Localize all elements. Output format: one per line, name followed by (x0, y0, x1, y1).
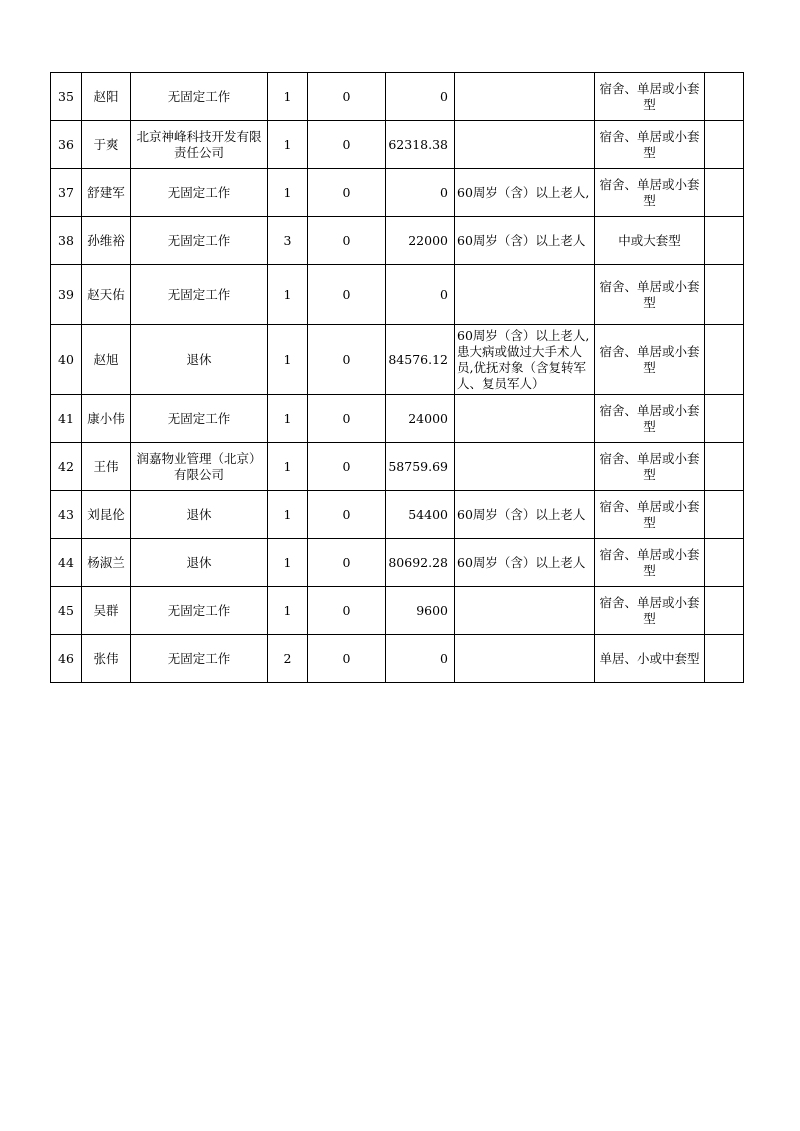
row-number-cell: 44 (51, 539, 82, 587)
work-unit-cell: 退休 (131, 325, 268, 395)
housing-area-cell: 0 (308, 443, 386, 491)
housing-area-cell: 0 (308, 121, 386, 169)
row-number-cell: 46 (51, 635, 82, 683)
family-size-cell: 1 (268, 121, 308, 169)
applicant-table (50, 72, 744, 683)
work-unit-cell: 北京神峰科技开发有限责任公司 (131, 121, 268, 169)
remark-cell (705, 635, 744, 683)
work-unit-cell: 无固定工作 (131, 395, 268, 443)
work-unit-cell: 无固定工作 (131, 587, 268, 635)
housing-type-cell: 单居、小或中套型 (595, 635, 705, 683)
housing-type-cell: 宿舍、单居或小套型 (595, 265, 705, 325)
name-cell: 杨淑兰 (82, 539, 131, 587)
housing-area-cell: 0 (308, 73, 386, 121)
priority-note-cell (455, 443, 595, 491)
work-unit-cell: 退休 (131, 491, 268, 539)
name-cell: 赵天佑 (82, 265, 131, 325)
family-size-cell: 1 (268, 265, 308, 325)
table-row (51, 121, 744, 169)
family-size-cell: 1 (268, 491, 308, 539)
work-unit-cell: 润嘉物业管理（北京）有限公司 (131, 443, 268, 491)
row-number-cell: 35 (51, 73, 82, 121)
family-size-cell: 3 (268, 217, 308, 265)
priority-note-cell: 60周岁（含）以上老人 (455, 491, 595, 539)
priority-note-cell: 60周岁（含）以上老人 (455, 217, 595, 265)
remark-cell (705, 73, 744, 121)
housing-area-cell: 0 (308, 169, 386, 217)
table-body (51, 73, 744, 683)
housing-area-cell: 0 (308, 265, 386, 325)
housing-type-cell: 宿舍、单居或小套型 (595, 325, 705, 395)
housing-type-cell: 宿舍、单居或小套型 (595, 395, 705, 443)
row-number-cell: 42 (51, 443, 82, 491)
row-number-cell: 38 (51, 217, 82, 265)
name-cell: 舒建军 (82, 169, 131, 217)
remark-cell (705, 265, 744, 325)
income-cell: 58759.69 (386, 443, 455, 491)
row-number-cell: 43 (51, 491, 82, 539)
housing-area-cell: 0 (308, 539, 386, 587)
remark-cell (705, 491, 744, 539)
table-row (51, 587, 744, 635)
row-number-cell: 36 (51, 121, 82, 169)
work-unit-cell: 退休 (131, 539, 268, 587)
name-cell: 赵旭 (82, 325, 131, 395)
income-cell: 24000 (386, 395, 455, 443)
remark-cell (705, 395, 744, 443)
name-cell: 于爽 (82, 121, 131, 169)
row-number-cell: 40 (51, 325, 82, 395)
housing-type-cell: 宿舍、单居或小套型 (595, 121, 705, 169)
remark-cell (705, 217, 744, 265)
family-size-cell: 1 (268, 539, 308, 587)
housing-type-cell: 中或大套型 (595, 217, 705, 265)
name-cell: 康小伟 (82, 395, 131, 443)
name-cell: 张伟 (82, 635, 131, 683)
income-cell: 0 (386, 169, 455, 217)
housing-area-cell: 0 (308, 395, 386, 443)
remark-cell (705, 587, 744, 635)
row-number-cell: 39 (51, 265, 82, 325)
work-unit-cell: 无固定工作 (131, 265, 268, 325)
housing-type-cell: 宿舍、单居或小套型 (595, 539, 705, 587)
income-cell: 9600 (386, 587, 455, 635)
remark-cell (705, 443, 744, 491)
table-row (51, 169, 744, 217)
work-unit-cell: 无固定工作 (131, 169, 268, 217)
income-cell: 84576.12 (386, 325, 455, 395)
remark-cell (705, 539, 744, 587)
work-unit-cell: 无固定工作 (131, 73, 268, 121)
housing-area-cell: 0 (308, 635, 386, 683)
table-row (51, 539, 744, 587)
housing-type-cell: 宿舍、单居或小套型 (595, 491, 705, 539)
family-size-cell: 1 (268, 169, 308, 217)
priority-note-cell (455, 121, 595, 169)
table-row (51, 443, 744, 491)
priority-note-cell (455, 265, 595, 325)
table-row (51, 217, 744, 265)
name-cell: 刘昆伦 (82, 491, 131, 539)
table-row (51, 265, 744, 325)
family-size-cell: 2 (268, 635, 308, 683)
name-cell: 孙维裕 (82, 217, 131, 265)
family-size-cell: 1 (268, 443, 308, 491)
housing-type-cell: 宿舍、单居或小套型 (595, 443, 705, 491)
housing-area-cell: 0 (308, 491, 386, 539)
remark-cell (705, 169, 744, 217)
priority-note-cell (455, 587, 595, 635)
table-row (51, 491, 744, 539)
housing-type-cell: 宿舍、单居或小套型 (595, 587, 705, 635)
priority-note-cell (455, 73, 595, 121)
priority-note-cell: 60周岁（含）以上老人, (455, 169, 595, 217)
family-size-cell: 1 (268, 325, 308, 395)
family-size-cell: 1 (268, 73, 308, 121)
housing-type-cell: 宿舍、单居或小套型 (595, 169, 705, 217)
table-row (51, 395, 744, 443)
row-number-cell: 41 (51, 395, 82, 443)
row-number-cell: 37 (51, 169, 82, 217)
income-cell: 22000 (386, 217, 455, 265)
remark-cell (705, 325, 744, 395)
family-size-cell: 1 (268, 395, 308, 443)
income-cell: 0 (386, 635, 455, 683)
name-cell: 王伟 (82, 443, 131, 491)
income-cell: 80692.28 (386, 539, 455, 587)
housing-type-cell: 宿舍、单居或小套型 (595, 73, 705, 121)
name-cell: 吴群 (82, 587, 131, 635)
table-row (51, 325, 744, 395)
work-unit-cell: 无固定工作 (131, 217, 268, 265)
table-row (51, 635, 744, 683)
housing-area-cell: 0 (308, 217, 386, 265)
income-cell: 62318.38 (386, 121, 455, 169)
work-unit-cell: 无固定工作 (131, 635, 268, 683)
family-size-cell: 1 (268, 587, 308, 635)
income-cell: 54400 (386, 491, 455, 539)
row-number-cell: 45 (51, 587, 82, 635)
table-row (51, 73, 744, 121)
priority-note-cell: 60周岁（含）以上老人,患大病或做过大手术人员,优抚对象（含复转军人、复员军人） (455, 325, 595, 395)
priority-note-cell (455, 395, 595, 443)
name-cell: 赵阳 (82, 73, 131, 121)
income-cell: 0 (386, 73, 455, 121)
housing-area-cell: 0 (308, 325, 386, 395)
housing-area-cell: 0 (308, 587, 386, 635)
priority-note-cell (455, 635, 595, 683)
remark-cell (705, 121, 744, 169)
priority-note-cell: 60周岁（含）以上老人 (455, 539, 595, 587)
income-cell: 0 (386, 265, 455, 325)
